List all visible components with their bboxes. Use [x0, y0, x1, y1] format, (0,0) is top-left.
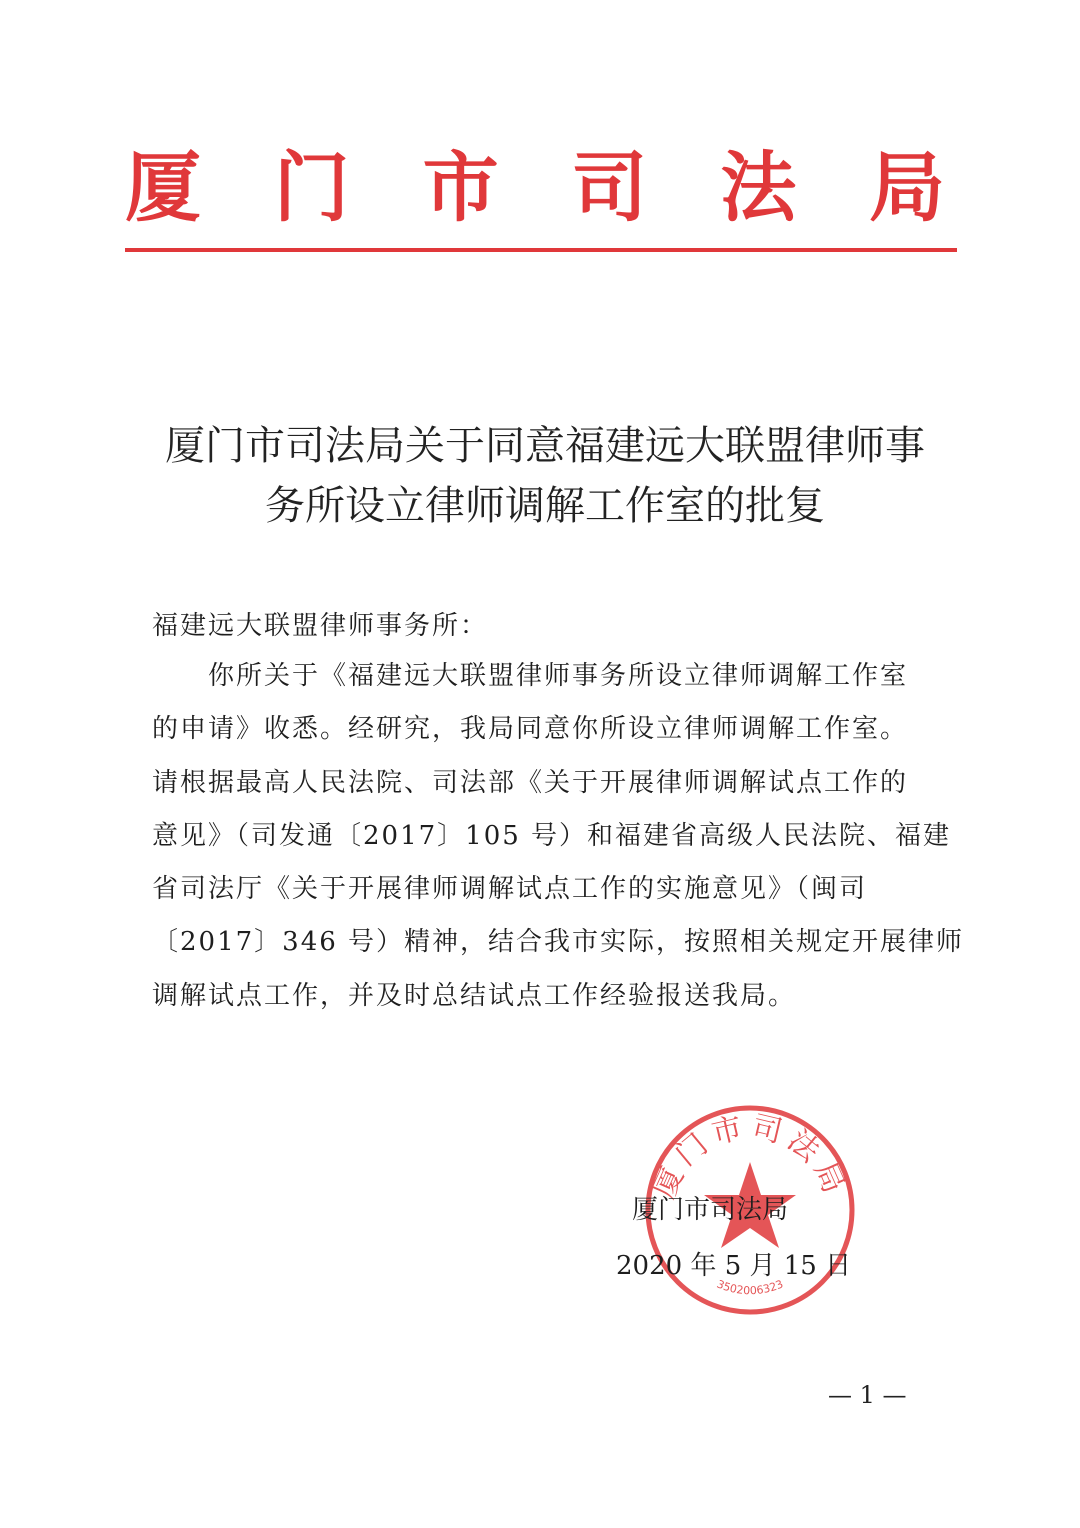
masthead-char: 门 [273, 143, 350, 232]
masthead-char: 司 [571, 143, 648, 232]
signature-date: 2020 年 5 月 15 日 [616, 1251, 852, 1281]
title-line: 厦门市司法局关于同意福建远大联盟律师事 [165, 423, 925, 469]
masthead [125, 138, 945, 238]
body-line: 〔2017〕346 号）精神，结合我市实际，按照相关规定开展律师 [152, 927, 965, 958]
seal-number: 3502006323 [714, 1277, 786, 1298]
masthead-char: 厦 [125, 143, 201, 232]
body-line: 请根据最高人民法院、司法部《关于开展律师调解试点工作的 [152, 767, 909, 798]
body-line: 调解试点工作，并及时总结试点工作经验报送我局。 [152, 980, 797, 1011]
salutation: 福建远大联盟律师事务所： [152, 611, 489, 641]
page-number: — 1 — [828, 1381, 907, 1409]
seal-text: 厦门市司法局 [646, 1109, 854, 1204]
body-line: 的申请》收悉。经研究，我局同意你所设立律师调解工作室。 [152, 714, 909, 745]
document-title [100, 420, 990, 532]
masthead-char: 局 [868, 143, 945, 232]
masthead-char: 法 [720, 143, 797, 232]
body-line: 省司法厅《关于开展律师调解试点工作的实施意见》（闽司 [152, 874, 868, 905]
body-line: 你所关于《福建远大联盟律师事务所设立律师调解工作室 [208, 661, 909, 691]
body-line: 意见》（司发通〔2017〕105 号）和福建省高级人民法院、福建 [152, 820, 952, 851]
masthead-red-rule [125, 248, 957, 252]
title-line: 务所设立律师调解工作室的批复 [265, 483, 825, 529]
masthead-char: 市 [422, 143, 499, 232]
body-text [152, 656, 965, 1029]
signature-org: 厦门市司法局 [632, 1195, 789, 1225]
